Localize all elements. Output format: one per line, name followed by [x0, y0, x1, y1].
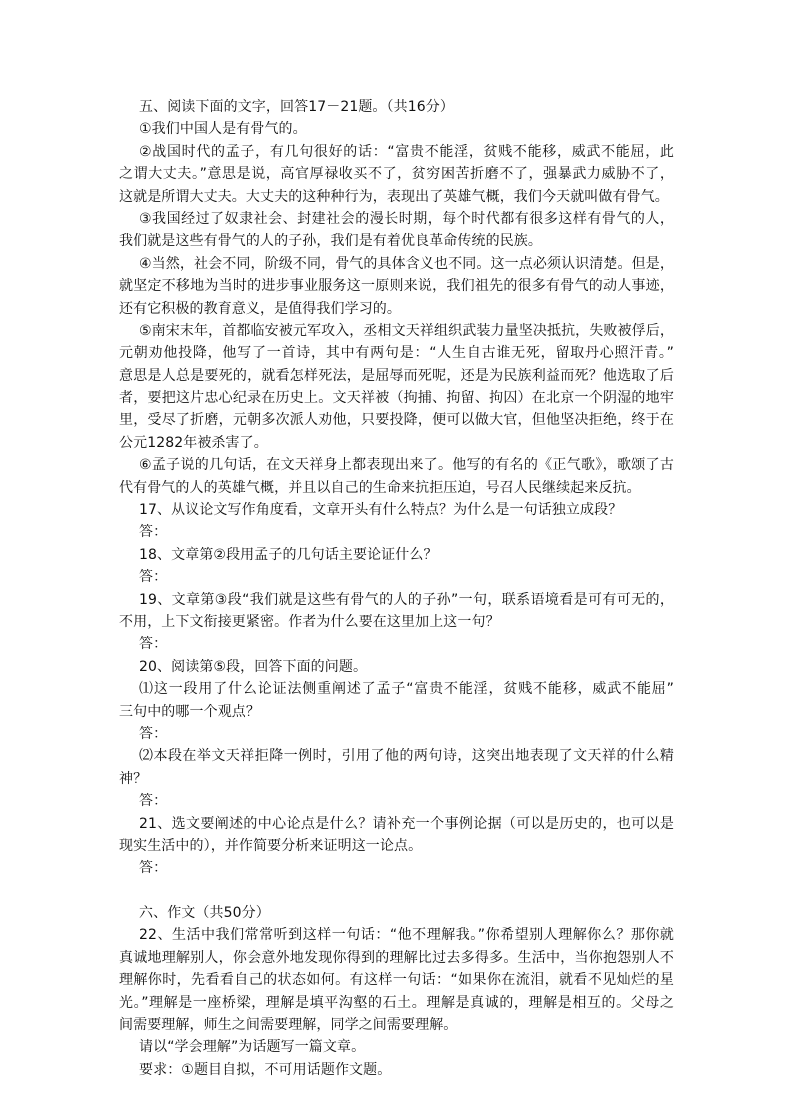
text-line: 请以“学会理解”为话题写一篇文章。: [139, 1039, 366, 1056]
text-line: 答：: [139, 860, 168, 877]
text-line: 21、选文要阐述的中心论点是什么？请补充一个事例论据（可以是历史的，也可以是: [139, 815, 674, 832]
text-line: 不用，上下文衔接更紧密。作者为什么要在这里加上这一句？: [119, 613, 500, 630]
text-line: 17、从议论文写作角度看，文章开头有什么特点？为什么是一句话独立成段？: [139, 502, 623, 519]
text-line: 代有骨气的人的英雄气概，并且以自己的生命来抗拒压迫，号召人民继续起来反抗。: [119, 479, 641, 496]
question-18: [119, 544, 674, 566]
passage-para-5: [119, 320, 674, 454]
answer-17: [119, 521, 674, 543]
text-line: 要求：①题目自拟，不可用话题作文题。: [139, 1061, 392, 1078]
section-heading: [119, 902, 674, 924]
answer-18: [119, 566, 674, 588]
text-line: 这就是所谓大丈夫。大丈夫的这种种行为，表现出了英雄气概，我们今天就叫做有骨气。: [119, 188, 669, 205]
text-line: 里，受尽了折磨，元朝多次派人劝他，只要投降，便可以做大官，但他坚决拒绝，终于在: [119, 412, 674, 429]
passage-para-4: [119, 253, 674, 320]
text-line: ④当然，社会不同，阶级不同，骨气的具体含义也不同。这一点必须认识清楚。但是，: [139, 255, 674, 272]
answer-21: [119, 857, 674, 879]
question-20-1: [119, 678, 674, 723]
question-20: [119, 656, 674, 678]
text-line: ⑵本段在举文天祥拒降一例时，引用了他的两句诗，这突出地表现了文天祥的什么精: [139, 748, 674, 765]
composition-requirements: [119, 1059, 674, 1081]
text-line: 五、阅读下面的文字，回答17－21题。（共16分）: [139, 99, 454, 115]
question-22: [119, 924, 674, 1036]
passage-para-6: [119, 454, 674, 499]
section-heading: [119, 96, 674, 118]
text-line: 19、文章第③段“我们就是这些有骨气的人的子孙”一句，联系语境看是可有可无的，: [139, 591, 674, 608]
text-line: 20、阅读第⑤段，回答下面的问题。: [139, 658, 368, 675]
composition-topic: [119, 1036, 674, 1058]
text-line: 现实生活中的），并作简要分析来证明这一论点。: [119, 837, 423, 854]
document-page: [119, 96, 674, 1081]
text-line: 18、文章第②段用孟子的几句话主要论证什么？: [139, 546, 438, 563]
text-line: ⑤南宋末年，首都临安被元军攻入，丞相文天祥组织武装力量坚决抵抗，失败被俘后，: [139, 322, 674, 339]
text-line: ③我国经过了奴隶社会、封建社会的漫长时期，每个时代都有很多这样有骨气的人，: [139, 210, 674, 227]
question-20-2: [119, 745, 674, 790]
text-line: 答：: [139, 524, 168, 541]
text-line: ⑥孟子说的几句话，在文天祥身上都表现出来了。他写的有名的《正气歌》，歌颂了古: [139, 457, 674, 474]
text-line: 答：: [139, 725, 168, 742]
text-line: 光。”理解是一座桥梁，理解是填平沟壑的石土。理解是真诚的，理解是相互的。父母之: [119, 994, 674, 1011]
text-line: 意思是人总是要死的，就看怎样死法，是屈辱而死呢，还是为民族利益而死？他选取了后: [119, 367, 674, 384]
text-line: 答：: [139, 636, 168, 653]
text-line: ②战国时代的孟子，有几句很好的话：“富贵不能淫，贫贱不能移，威武不能屈，此: [139, 143, 674, 160]
text-line: 答：: [139, 569, 168, 586]
answer-20-1: [119, 723, 674, 745]
text-line: 间需要理解，师生之间需要理解，同学之间需要理解。: [119, 1017, 458, 1034]
text-line: 22、生活中我们常常听到这样一句话：“他不理解我。”你希望别人理解你么？那你就: [139, 927, 674, 944]
passage-para-3: [119, 208, 674, 253]
composition-section: [119, 902, 674, 1081]
text-line: 元朝劝他投降，他写了一首诗，其中有两句是：“人生自古谁无死，留取丹心照汗青。”: [119, 345, 674, 362]
passage-para-1: [119, 118, 674, 140]
answer-20-2: [119, 790, 674, 812]
text-line: ⑴这一段用了什么论证法侧重阐述了孟子“富贵不能淫，贫贱不能移，威武不能屈”: [139, 681, 674, 698]
passage-para-2: [119, 141, 674, 208]
text-line: 答：: [139, 793, 168, 810]
text-line: 还有它积极的教育意义，是值得我们学习的。: [119, 300, 401, 317]
question-17: [119, 499, 674, 521]
text-line: 神？: [119, 770, 148, 787]
text-line: 三句中的哪一个观点？: [119, 703, 260, 720]
text-line: 就坚定不移地为当时的进步事业服务这一原则来说，我们祖先的很多有骨气的动人事迹，: [119, 278, 674, 295]
text-line: 公元1282年被杀害了。: [119, 434, 268, 451]
text-line: 我们就是这些有骨气的人的子孙，我们是有着优良革命传统的民族。: [119, 233, 542, 250]
text-line: 真诚地理解别人，你会意外地发现你得到的理解比过去多得多。生活中，当你抱怨别人不: [119, 949, 674, 966]
text-line: ①我们中国人是有骨气的。: [139, 121, 307, 138]
question-21: [119, 813, 674, 858]
text-line: 理解你时，先看看自己的状态如何。有这样一句话：“如果你在流泪，就看不见灿烂的星: [119, 972, 674, 989]
text-line: 者，要把这片忠心纪录在历史上。文天祥被（拘捕、拘留、拘囚）在北京一个阴湿的地牢: [119, 390, 674, 407]
answer-19: [119, 633, 674, 655]
question-19: [119, 589, 674, 634]
reading-section: [119, 96, 674, 880]
text-line: 之谓大丈夫。”意思是说，高官厚禄收买不了，贫穷困苦折磨不了，强暴武力威胁不了，: [119, 166, 674, 183]
text-line: 六、作文（共50分）: [139, 905, 270, 922]
